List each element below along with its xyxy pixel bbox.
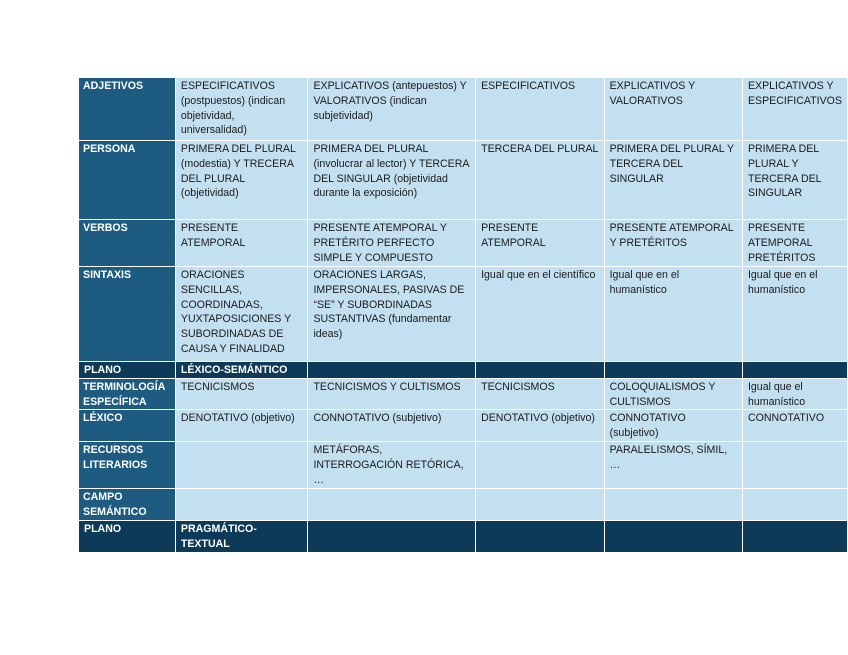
table-cell: TECNICISMOS	[175, 378, 308, 410]
table-cell: CONNOTATIVO (subjetivo)	[308, 410, 476, 442]
table-cell: ESPECIFICATIVOS	[476, 78, 605, 141]
table-cell: PRIMERA DEL PLURAL Y TERCERA DEL SINGULAR	[604, 141, 742, 220]
table-cell: PRIMERA DEL PLURAL Y TERCERA DEL SINGULAR	[742, 141, 847, 220]
row-label: ADJETIVOS	[79, 78, 176, 141]
table-cell: PRESENTE ATEMPORAL	[476, 220, 605, 267]
table-cell	[604, 362, 742, 379]
table-cell: DENOTATIVO (objetivo)	[476, 410, 605, 442]
row-plano-lexico-semantico	[79, 362, 848, 379]
table-cell: PRESENTE ATEMPORAL Y PRETÉRITOS	[604, 220, 742, 267]
table-cell	[476, 489, 605, 521]
table-cell: ESPECIFICATIVOS (postpuestos) (indican objetividad, universalidad)	[175, 78, 308, 141]
table-cell: METÁFORAS, INTERROGACIÓN RETÓRICA, …	[308, 442, 476, 489]
table-cell	[742, 489, 847, 521]
row-label: TERMINOLOGÍA ESPECÍFICA	[79, 378, 176, 410]
table-cell	[476, 442, 605, 489]
table-cell	[308, 362, 476, 379]
row-campo-semantico	[79, 489, 848, 521]
table-cell: TECNICISMOS Y CULTISMOS	[308, 378, 476, 410]
table-cell: PRESENTE ATEMPORAL Y PRETÉRITO PERFECTO SIMPLE Y COMPUESTO	[308, 220, 476, 267]
row-recursos-literarios	[79, 442, 848, 489]
row-adjetivos	[79, 78, 848, 141]
table-cell: PRIMERA DEL PLURAL (modestia) Y TRECERA DEL PLURAL (objetividad)	[175, 141, 308, 220]
table-cell: Igual que en el humanístico	[742, 267, 847, 362]
table-cell: DENOTATIVO (objetivo)	[175, 410, 308, 442]
row-label: VERBOS	[79, 220, 176, 267]
row-lexico	[79, 410, 848, 442]
row-label: SINTAXIS	[79, 267, 176, 362]
comparison-table	[78, 77, 848, 553]
row-label: CAMPO SEMÁNTICO	[79, 489, 176, 521]
table-cell: EXPLICATIVOS Y ESPECIFICATIVOS	[742, 78, 847, 141]
row-sintaxis	[79, 267, 848, 362]
table-cell: Igual que en el humanístico	[604, 267, 742, 362]
table-cell: PRESENTE ATEMPORAL PRETÉRITOS	[742, 220, 847, 267]
table-cell: ORACIONES LARGAS, IMPERSONALES, PASIVAS DE “SE” Y SUBORDINADAS SUSTANTIVAS (fundamentar ideas)	[308, 267, 476, 362]
table-cell: PARALELISMOS, SÍMIL, …	[604, 442, 742, 489]
row-label: LÉXICO	[79, 410, 176, 442]
table-cell	[308, 489, 476, 521]
row-verbos	[79, 220, 848, 267]
row-persona	[79, 141, 848, 220]
row-label: RECURSOS LITERARIOS	[79, 442, 176, 489]
table-cell	[308, 521, 476, 553]
table-cell: PRAGMÁTICO-TEXTUAL	[175, 521, 308, 553]
table-cell: EXPLICATIVOS Y VALORATIVOS	[604, 78, 742, 141]
row-plano-pragmatico-textual	[79, 521, 848, 553]
row-label: PERSONA	[79, 141, 176, 220]
table-cell: Igual que en el científico	[476, 267, 605, 362]
table-cell: CONNOTATIVO	[742, 410, 847, 442]
table-cell	[175, 442, 308, 489]
table-cell: TECNICISMOS	[476, 378, 605, 410]
table-cell	[476, 362, 605, 379]
table-cell	[476, 521, 605, 553]
table-cell: EXPLICATIVOS (antepuestos) Y VALORATIVOS (indican subjetividad)	[308, 78, 476, 141]
table-cell	[175, 489, 308, 521]
table-cell: Igual que el humanístico	[742, 378, 847, 410]
table-cell: TERCERA DEL PLURAL	[476, 141, 605, 220]
table-cell: PRIMERA DEL PLURAL (involucrar al lector) Y TERCERA DEL SINGULAR (objetividad durante la exposición)	[308, 141, 476, 220]
table-cell: ORACIONES SENCILLAS, COORDINADAS, YUXTAPOSICIONES Y SUBORDINADAS DE CAUSA Y FINALIDAD	[175, 267, 308, 362]
table-cell	[742, 362, 847, 379]
table-cell	[604, 489, 742, 521]
row-label: PLANO	[79, 362, 176, 379]
table-cell: CONNOTATIVO (subjetivo)	[604, 410, 742, 442]
table-cell: LÉXICO-SEMÁNTICO	[175, 362, 308, 379]
table-cell: COLOQUIALISMOS Y CULTISMOS	[604, 378, 742, 410]
table-cell	[742, 521, 847, 553]
table-cell: PRESENTE ATEMPORAL	[175, 220, 308, 267]
table-cell	[742, 442, 847, 489]
row-label: PLANO	[79, 521, 176, 553]
table-cell	[604, 521, 742, 553]
row-terminologia	[79, 378, 848, 410]
